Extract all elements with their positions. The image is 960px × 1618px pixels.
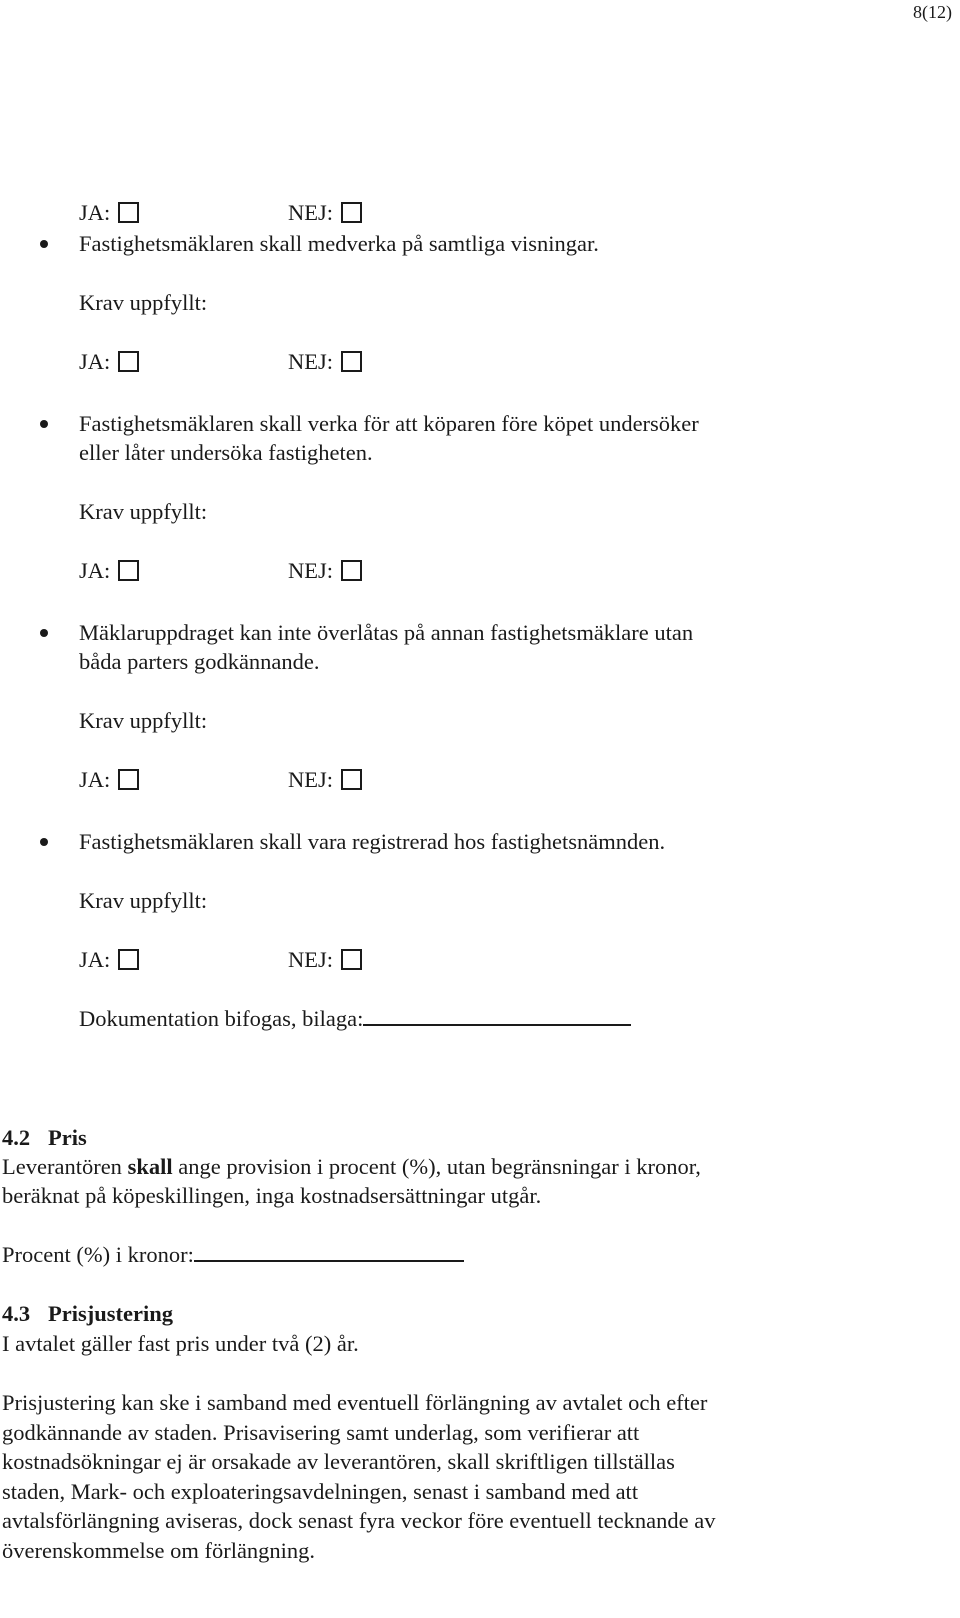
- nej-checkbox[interactable]: [341, 351, 362, 372]
- paragraph-line: Prisjustering kan ske i samband med eventuell förlängning av avtalet och efter: [2, 1390, 708, 1415]
- documentation-blank[interactable]: [363, 1004, 631, 1026]
- section-heading: [2, 1299, 173, 1329]
- bullet-text-line: eller låter undersöka fastigheten.: [79, 440, 373, 465]
- bullet-text-line: Fastighetsmäklaren skall medverka på samtliga visningar.: [79, 231, 599, 256]
- krav-label: Krav uppfyllt:: [79, 708, 208, 733]
- paragraph-line: avtalsförlängning aviseras, dock senast fyra veckor före eventuell tecknande av: [2, 1508, 716, 1533]
- paragraph-line: [2, 1152, 701, 1182]
- paragraph-line: godkännande av staden. Prisavisering samt underlag, som verifierar att: [2, 1420, 640, 1445]
- ja-label: JA:: [79, 200, 111, 225]
- nej-checkbox[interactable]: [341, 560, 362, 581]
- paragraph-line: överenskommelse om förlängning.: [2, 1538, 316, 1563]
- percent-field: [2, 1240, 464, 1270]
- ja-nej-row: [79, 347, 399, 377]
- text-run: Leverantören: [2, 1154, 128, 1179]
- page-number: 8(12): [913, 2, 952, 22]
- ja-nej-row: [79, 945, 399, 975]
- paragraph-line: beräknat på köpeskillingen, inga kostnadsersättningar utgår.: [2, 1183, 542, 1208]
- emphasis-text: skall: [127, 1154, 173, 1179]
- bullet-text-line: Fastighetsmäklaren skall verka för att köparen före köpet undersöker: [79, 411, 699, 436]
- section-number: 4.3: [2, 1301, 31, 1326]
- nej-label: NEJ:: [288, 767, 333, 792]
- krav-label: Krav uppfyllt:: [79, 499, 208, 524]
- section-heading: [2, 1123, 87, 1153]
- documentation-label: Dokumentation bifogas, bilaga:: [79, 1006, 364, 1031]
- ja-nej-row: [79, 556, 399, 586]
- section-title: Pris: [48, 1125, 87, 1150]
- ja-checkbox[interactable]: [118, 560, 139, 581]
- krav-label: Krav uppfyllt:: [79, 888, 208, 913]
- ja-checkbox[interactable]: [118, 949, 139, 970]
- ja-label: JA:: [79, 349, 111, 374]
- paragraph-line: kostnadsökningar ej är orsakade av leverantören, skall skriftligen tillställas: [2, 1449, 675, 1474]
- paragraph-line: staden, Mark- och exploateringsavdelningen, senast i samband med att: [2, 1479, 639, 1504]
- percent-blank[interactable]: [194, 1240, 464, 1262]
- bullet-dot: [40, 838, 48, 846]
- ja-checkbox[interactable]: [118, 351, 139, 372]
- nej-checkbox[interactable]: [341, 769, 362, 790]
- ja-checkbox[interactable]: [118, 769, 139, 790]
- nej-label: NEJ:: [288, 558, 333, 583]
- percent-label: Procent (%) i kronor:: [2, 1242, 194, 1267]
- nej-label: NEJ:: [288, 200, 333, 225]
- krav-label: Krav uppfyllt:: [79, 290, 208, 315]
- paragraph-line: I avtalet gäller fast pris under två (2) år.: [2, 1331, 359, 1356]
- nej-label: NEJ:: [288, 947, 333, 972]
- bullet-text-line: Mäklaruppdraget kan inte överlåtas på annan fastighetsmäklare utan: [79, 620, 694, 645]
- bullet-dot: [40, 629, 48, 637]
- bullet-dot: [40, 240, 48, 248]
- bullet-dot: [40, 420, 48, 428]
- ja-nej-row: [79, 765, 399, 795]
- documentation-field: [79, 1004, 631, 1034]
- ja-checkbox[interactable]: [118, 202, 139, 223]
- text-run: ange provision i procent (%), utan begränsningar i kronor,: [172, 1154, 701, 1179]
- bullet-text-line: Fastighetsmäklaren skall vara registrerad hos fastighetsnämnden.: [79, 829, 666, 854]
- section-number: 4.2: [2, 1125, 31, 1150]
- bullet-text-line: båda parters godkännande.: [79, 649, 320, 674]
- nej-checkbox[interactable]: [341, 949, 362, 970]
- ja-label: JA:: [79, 767, 111, 792]
- ja-label: JA:: [79, 947, 111, 972]
- nej-checkbox[interactable]: [341, 202, 362, 223]
- nej-label: NEJ:: [288, 349, 333, 374]
- ja-nej-row: [79, 198, 399, 228]
- section-title: Prisjustering: [48, 1301, 173, 1326]
- ja-label: JA:: [79, 558, 111, 583]
